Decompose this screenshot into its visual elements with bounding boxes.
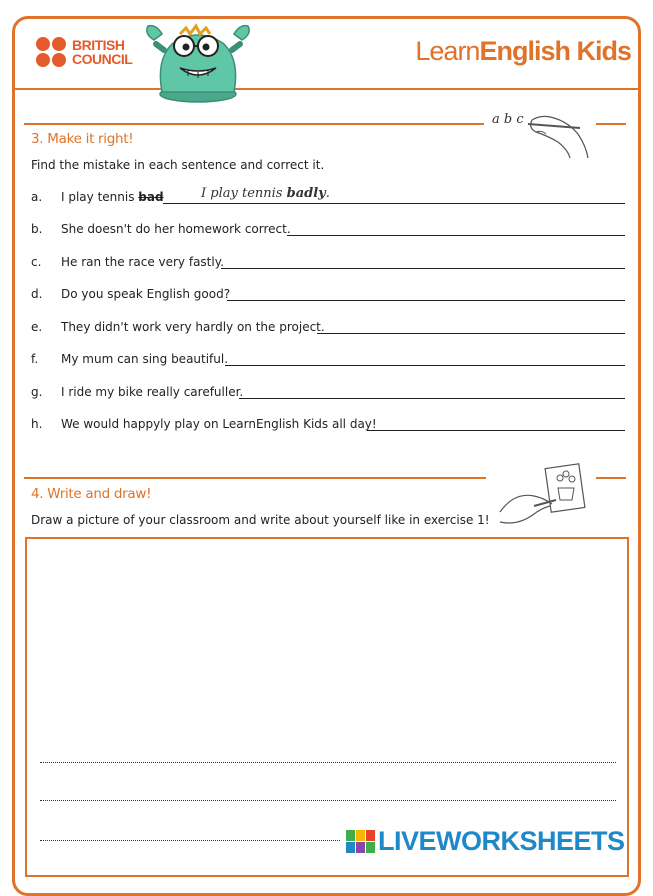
answer-line[interactable] <box>221 268 625 269</box>
item-text: I ride my bike really carefuller. <box>61 385 244 399</box>
monster-mascot-icon <box>142 20 254 104</box>
section4-title: 4. Write and draw! <box>31 486 152 502</box>
answer-line[interactable] <box>225 365 625 366</box>
british-council-logo <box>36 37 132 67</box>
answer-line[interactable] <box>163 203 625 204</box>
item-text: Do you speak English good? <box>61 287 231 301</box>
item-letter: h. <box>31 417 43 431</box>
answer-line[interactable] <box>367 430 625 431</box>
writing-hand-icon <box>518 108 592 160</box>
lek-kids: Kids <box>576 36 631 66</box>
exercise-item-g <box>31 385 625 401</box>
answer-line[interactable] <box>317 333 625 334</box>
item-text: She doesn't do her homework correct. <box>61 222 291 236</box>
item-letter: f. <box>31 352 39 366</box>
item-letter: b. <box>31 222 43 236</box>
exercise-item-c <box>31 255 625 271</box>
learnenglish-kids-logo <box>415 36 631 67</box>
section3-rule-left <box>24 123 484 125</box>
liveworksheets-text: LIVEWORKSHEETS <box>378 826 625 856</box>
abc-label: a b c <box>492 112 524 127</box>
item-letter: e. <box>31 320 43 334</box>
exercise-item-d <box>31 287 625 303</box>
section3-title: 3. Make it right! <box>31 131 134 147</box>
section4-rule-left <box>24 477 486 479</box>
section3-instruction: Find the mistake in each sentence and correct it. <box>31 158 325 172</box>
section3-rule-right <box>596 123 626 125</box>
writing-line[interactable] <box>40 800 616 801</box>
answer-line[interactable] <box>239 398 625 399</box>
exercise-item-a <box>31 186 625 206</box>
item-letter: g. <box>31 385 43 399</box>
liveworksheets-logo-icon <box>346 830 375 853</box>
struck-word: bad <box>138 190 164 204</box>
item-text: We would happyly play on LearnEnglish Kids all day! <box>61 417 377 431</box>
exercise-item-b <box>31 222 625 238</box>
handwritten-answer: I play tennis badly. <box>201 186 330 201</box>
lek-english: English <box>479 36 570 66</box>
answer-line[interactable] <box>227 300 625 301</box>
item-letter: d. <box>31 287 43 301</box>
bc-logo-line2: COUNCIL <box>72 51 133 67</box>
item-text: They didn't work very hardly on the project. <box>61 320 325 334</box>
writing-line[interactable] <box>40 762 616 763</box>
exercise-item-e <box>31 320 625 336</box>
answer-line[interactable] <box>287 235 625 236</box>
drawing-hand-icon <box>494 462 590 534</box>
writing-line[interactable] <box>40 840 340 841</box>
exercise-item-h <box>31 417 625 433</box>
item-text: He ran the race very fastly. <box>61 255 224 269</box>
liveworksheets-watermark <box>346 826 625 857</box>
header-divider <box>14 88 640 90</box>
section4-instruction: Draw a picture of your classroom and write about yourself like in exercise 1! <box>31 513 490 527</box>
british-council-dots-icon <box>36 37 66 67</box>
exercise-item-f <box>31 352 625 368</box>
item-letter: c. <box>31 255 42 269</box>
item-letter: a. <box>31 190 43 204</box>
lek-learn: Learn <box>415 36 480 66</box>
item-text: I play tennis <box>61 190 135 204</box>
item-text: My mum can sing beautiful. <box>61 352 229 366</box>
bc-logo-line1: BRITISH <box>72 37 125 53</box>
section4-rule-right <box>596 477 626 479</box>
